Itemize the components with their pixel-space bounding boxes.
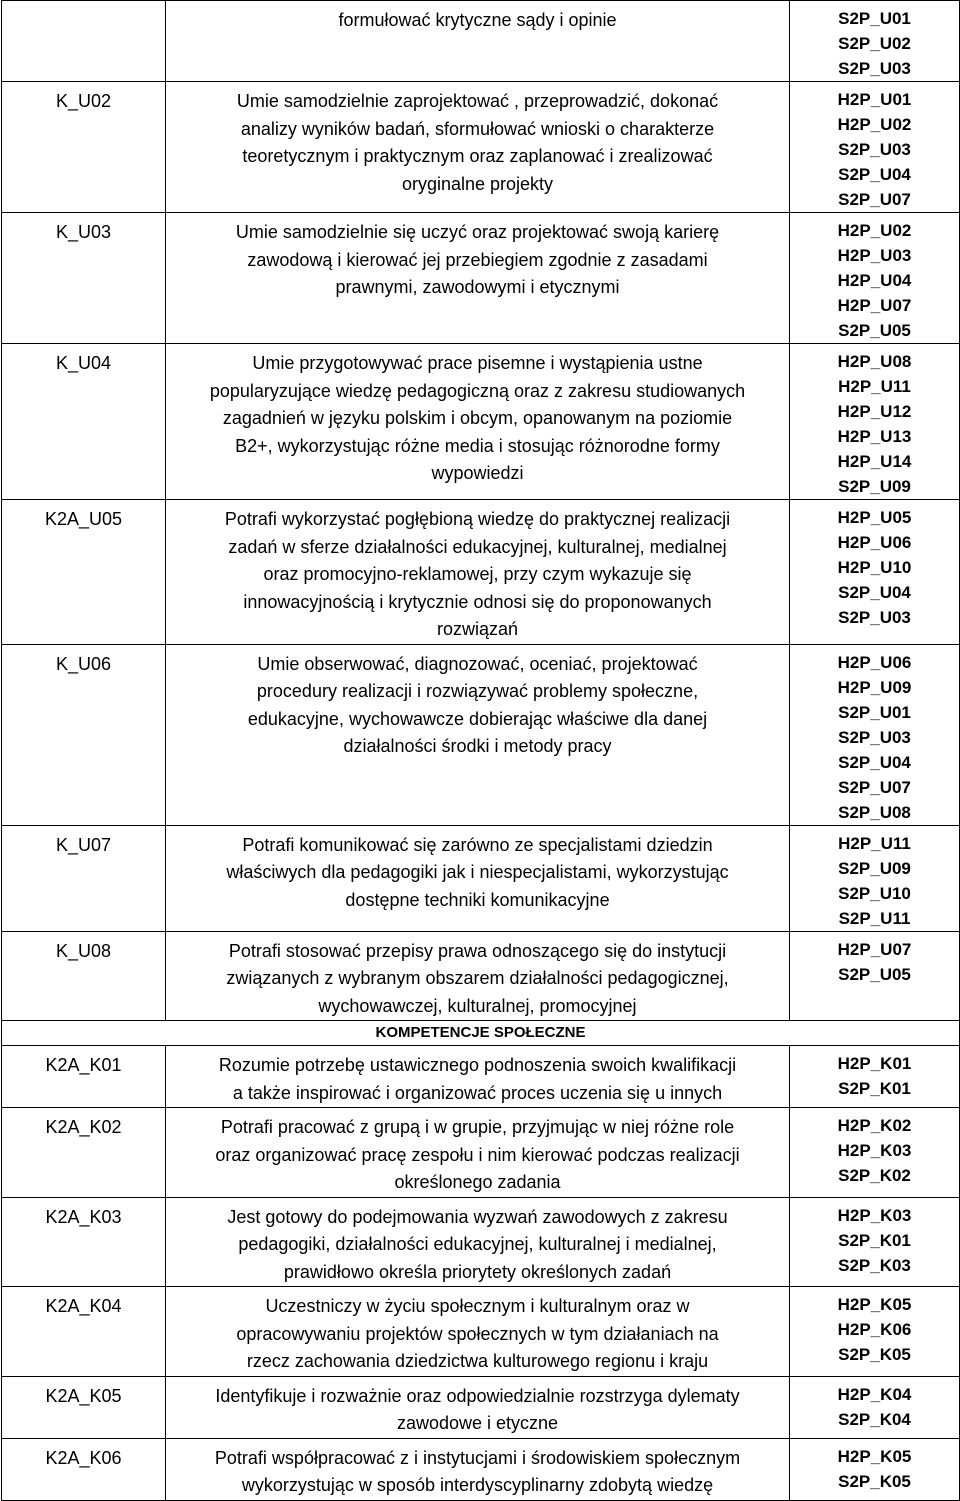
- description-line: prawidłowo określa priorytety określonych zadań: [283, 1261, 672, 1282]
- description-line: rzecz zachowania dziedzictwa kulturowego regionu i kraju: [246, 1351, 709, 1371]
- area-outcome-ref: S2P_U10: [838, 883, 911, 903]
- area-outcome-ref: S2P_K02: [838, 1166, 911, 1185]
- area-outcome-ref: S2P_U04: [838, 583, 911, 602]
- area-outcome-refs: [790, 644, 960, 825]
- area-outcome-ref: H2P_U02: [837, 115, 912, 134]
- area-outcome-ref: H2P_K03: [837, 1205, 912, 1225]
- outcome-code: K_U03: [2, 213, 166, 344]
- outcome-description: [166, 500, 790, 645]
- table-row: [2, 644, 960, 825]
- area-outcome-ref: H2P_K05: [837, 1295, 912, 1314]
- area-outcome-ref: S2P_U07: [838, 190, 911, 209]
- description-line: związanych z wybranym obszarem działalności pedagogicznej,: [226, 968, 729, 988]
- description-line: Potrafi stosować przepisy prawa odnoszącego się do instytucji: [228, 940, 727, 961]
- area-outcome-ref: H2P_U13: [837, 427, 912, 446]
- area-outcome-refs: [790, 1287, 960, 1377]
- area-outcome-ref: H2P_U02: [837, 221, 912, 240]
- description-line: Umie obserwować, diagnozować, oceniać, projektować: [257, 653, 698, 674]
- description-line: innowacyjnością i krytycznie odnosi się do proponowanych: [243, 591, 712, 612]
- description-line: B2+, wykorzystując różne media i stosując różnorodne formy: [235, 435, 720, 456]
- area-outcome-ref: S2P_U05: [838, 964, 911, 984]
- outcome-description: [166, 344, 790, 500]
- outcome-description: [166, 1, 790, 82]
- description-line: pedagogiki, działalności edukacyjnej, kulturalnej i medialnej,: [238, 1234, 717, 1254]
- outcome-description: [166, 825, 790, 931]
- area-outcome-ref: S2P_U01: [838, 702, 911, 722]
- area-outcome-refs: [790, 825, 960, 931]
- skills-section: [2, 1, 960, 1021]
- table-row: [2, 1046, 960, 1108]
- area-outcome-ref: S2P_U05: [838, 321, 911, 340]
- description-line: procedury realizacji i rozwiązywać problemy społeczne,: [256, 681, 699, 701]
- outcome-code: K_U07: [2, 825, 166, 931]
- description-line: popularyzujące wiedzę pedagogiczną oraz z zakresu studiowanych: [209, 380, 746, 401]
- area-outcome-ref: S2P_K01: [838, 1230, 911, 1250]
- description-line: Jest gotowy do podejmowania wyzwań zawodowych z zakresu: [227, 1206, 728, 1227]
- description-line: a także inspirować i organizować proces uczenia się u innych: [232, 1082, 723, 1103]
- area-outcome-ref: H2P_K04: [837, 1384, 912, 1404]
- area-outcome-ref: H2P_K03: [837, 1141, 912, 1160]
- outcome-description: [166, 1376, 790, 1438]
- description-line: zadań w sferze działalności edukacyjnej, kulturalnej, medialnej: [228, 536, 727, 557]
- area-outcome-ref: H2P_U11: [838, 377, 911, 396]
- outcome-description: [166, 1197, 790, 1287]
- outcome-code: K_U02: [2, 82, 166, 213]
- description-line: działalności środki i metody pracy: [343, 736, 612, 756]
- area-outcome-ref: S2P_U03: [838, 608, 911, 627]
- outcome-code: K_U04: [2, 344, 166, 500]
- area-outcome-refs: [790, 1197, 960, 1287]
- area-outcome-ref: H2P_U03: [837, 246, 912, 265]
- section-header: KOMPETENCJE SPOŁECZNE: [2, 1021, 960, 1046]
- area-outcome-ref: H2P_U09: [837, 677, 912, 697]
- description-line: rozwiązań: [436, 619, 519, 639]
- area-outcome-ref: H2P_U12: [837, 402, 912, 421]
- area-outcome-ref: H2P_K02: [837, 1116, 912, 1135]
- area-outcome-refs: [790, 1046, 960, 1108]
- description-line: dostępne techniki komunikacyjne: [345, 889, 610, 910]
- outcome-code: K2A_K03: [2, 1197, 166, 1287]
- outcome-code: K2A_K05: [2, 1376, 166, 1438]
- area-outcome-ref: S2P_U08: [838, 802, 911, 822]
- area-outcome-ref: S2P_U02: [838, 34, 911, 53]
- area-outcome-ref: S2P_U09: [838, 477, 911, 496]
- area-outcome-ref: S2P_U03: [838, 140, 911, 159]
- table-row: [2, 825, 960, 931]
- area-outcome-refs: [790, 1376, 960, 1438]
- description-line: analizy wyników badań, sformułować wnioski o charakterze: [240, 118, 715, 139]
- description-line: Umie samodzielnie zaprojektować , przeprowadzić, dokonać: [236, 91, 719, 111]
- area-outcome-refs: [790, 931, 960, 1021]
- table-row: [2, 82, 960, 213]
- description-line: teoretycznym i praktycznym oraz zaplanować i zrealizować: [242, 146, 713, 166]
- area-outcome-refs: [790, 1108, 960, 1198]
- section-header-row: [2, 1021, 960, 1046]
- description-line: oryginalne projekty: [401, 173, 554, 194]
- table-row: [2, 1197, 960, 1287]
- area-outcome-ref: H2P_U14: [837, 452, 912, 471]
- area-outcome-ref: S2P_K05: [838, 1471, 911, 1491]
- outcome-description: [166, 1287, 790, 1377]
- area-outcome-refs: [790, 500, 960, 645]
- outcome-description: [166, 1438, 790, 1500]
- outcome-code: K2A_K02: [2, 1108, 166, 1198]
- outcome-description: [166, 82, 790, 213]
- table-row: [2, 500, 960, 645]
- outcome-code: K2A_K04: [2, 1287, 166, 1377]
- area-outcome-ref: H2P_U06: [837, 533, 912, 552]
- area-outcome-ref: H2P_K05: [837, 1446, 912, 1466]
- description-line: wychowawczej, kulturalnej, promocyjnej: [318, 995, 637, 1016]
- outcome-code: [2, 1, 166, 82]
- area-outcome-ref: S2P_U11: [838, 908, 911, 928]
- outcome-description: [166, 213, 790, 344]
- area-outcome-ref: S2P_U01: [838, 9, 911, 28]
- description-line: wykorzystując w sposób interdyscyplinarny zdobytą wiedzę: [241, 1475, 714, 1495]
- area-outcome-refs: [790, 1, 960, 82]
- area-outcome-ref: S2P_U09: [838, 858, 911, 878]
- description-line: Rozumie potrzebę ustawicznego podnoszenia swoich kwalifikacji: [218, 1055, 737, 1075]
- description-line: Potrafi komunikować się zarówno ze specjalistami dziedzin: [242, 834, 713, 855]
- outcome-description: [166, 644, 790, 825]
- area-outcome-ref: S2P_K01: [838, 1079, 911, 1098]
- area-outcome-ref: H2P_U01: [837, 90, 912, 109]
- area-outcome-ref: S2P_U03: [838, 59, 911, 78]
- area-outcome-ref: H2P_K06: [837, 1320, 912, 1339]
- area-outcome-ref: S2P_U07: [838, 777, 911, 797]
- area-outcome-ref: H2P_U11: [838, 833, 911, 853]
- description-line: edukacyjne, wychowawcze dobierając właściwe dla danej: [247, 708, 708, 729]
- table-row: [2, 213, 960, 344]
- area-outcome-refs: [790, 213, 960, 344]
- area-outcome-ref: S2P_U04: [838, 165, 911, 184]
- table-row: [2, 1287, 960, 1377]
- description-line: oraz organizować pracę zespołu i nim kierować podczas realizacji: [215, 1144, 740, 1165]
- table-row: [2, 1376, 960, 1438]
- description-line: zawodowe i etyczne: [396, 1413, 559, 1433]
- area-outcome-ref: H2P_U10: [837, 558, 912, 577]
- table-row: [2, 1, 960, 82]
- area-outcome-refs: [790, 82, 960, 213]
- area-outcome-ref: H2P_U04: [837, 271, 912, 290]
- description-line: Identyfikuje i rozważnie oraz odpowiedzialnie rozstrzyga dylematy: [215, 1385, 740, 1406]
- description-line: właściwych dla pedagogiki jak i niespecjalistami, wykorzystując: [226, 862, 729, 882]
- area-outcome-refs: [790, 344, 960, 500]
- outcome-code: K_U08: [2, 931, 166, 1021]
- social-competences-header-section: [2, 1021, 960, 1046]
- description-line: zagadnień w języku polskim i obcym, opanowanym na poziomie: [222, 408, 733, 428]
- description-line: wypowiedzi: [431, 463, 524, 483]
- table-row: [2, 344, 960, 500]
- area-outcome-ref: H2P_U07: [837, 296, 912, 315]
- outcome-code: K2A_U05: [2, 500, 166, 645]
- outcome-description: [166, 1046, 790, 1108]
- description-line: Potrafi pracować z grupą i w grupie, przyjmując w niej różne role: [220, 1117, 735, 1137]
- area-outcome-ref: S2P_K05: [838, 1345, 911, 1364]
- description-line: Potrafi wykorzystać pogłębioną wiedzę do praktycznej realizacji: [224, 509, 731, 529]
- area-outcome-ref: S2P_K03: [838, 1255, 911, 1275]
- area-outcome-ref: H2P_U07: [837, 939, 912, 959]
- area-outcome-ref: S2P_U03: [838, 727, 911, 747]
- area-outcome-refs: [790, 1438, 960, 1500]
- area-outcome-ref: S2P_K04: [838, 1409, 911, 1429]
- table-row: [2, 1438, 960, 1500]
- learning-outcomes-table: [1, 0, 960, 1501]
- description-line: zawodową i kierować jej przebiegiem zgodnie z zasadami: [247, 249, 708, 270]
- area-outcome-ref: H2P_U06: [837, 652, 912, 672]
- area-outcome-ref: H2P_U08: [837, 352, 912, 371]
- description-line: Potrafi współpracować z i instytucjami i środowiskiem społecznym: [214, 1447, 741, 1468]
- outcome-code: K_U06: [2, 644, 166, 825]
- area-outcome-ref: H2P_U05: [837, 508, 912, 527]
- outcome-description: [166, 931, 790, 1021]
- description-line: Umie samodzielnie się uczyć oraz projektować swoją karierę: [235, 222, 720, 242]
- outcome-code: K2A_K06: [2, 1438, 166, 1500]
- description-line: Uczestniczy w życiu społecznym i kulturalnym oraz w: [265, 1296, 690, 1316]
- description-line: określonego zadania: [394, 1172, 561, 1192]
- description-line: opracowywaniu projektów społecznych w tym działaniach na: [236, 1323, 719, 1344]
- description-line: Umie przygotowywać prace pisemne i wystąpienia ustne: [252, 353, 703, 373]
- area-outcome-ref: H2P_K01: [837, 1054, 912, 1073]
- description-line: formułować krytyczne sądy i opinie: [338, 10, 617, 30]
- table-row: [2, 931, 960, 1021]
- table-row: [2, 1108, 960, 1198]
- description-line: oraz promocyjno-reklamowej, przy czym wykazuje się: [263, 564, 692, 584]
- outcome-description: [166, 1108, 790, 1198]
- description-line: prawnymi, zawodowymi i etycznymi: [335, 277, 620, 297]
- area-outcome-ref: S2P_U04: [838, 752, 911, 772]
- outcome-code: K2A_K01: [2, 1046, 166, 1108]
